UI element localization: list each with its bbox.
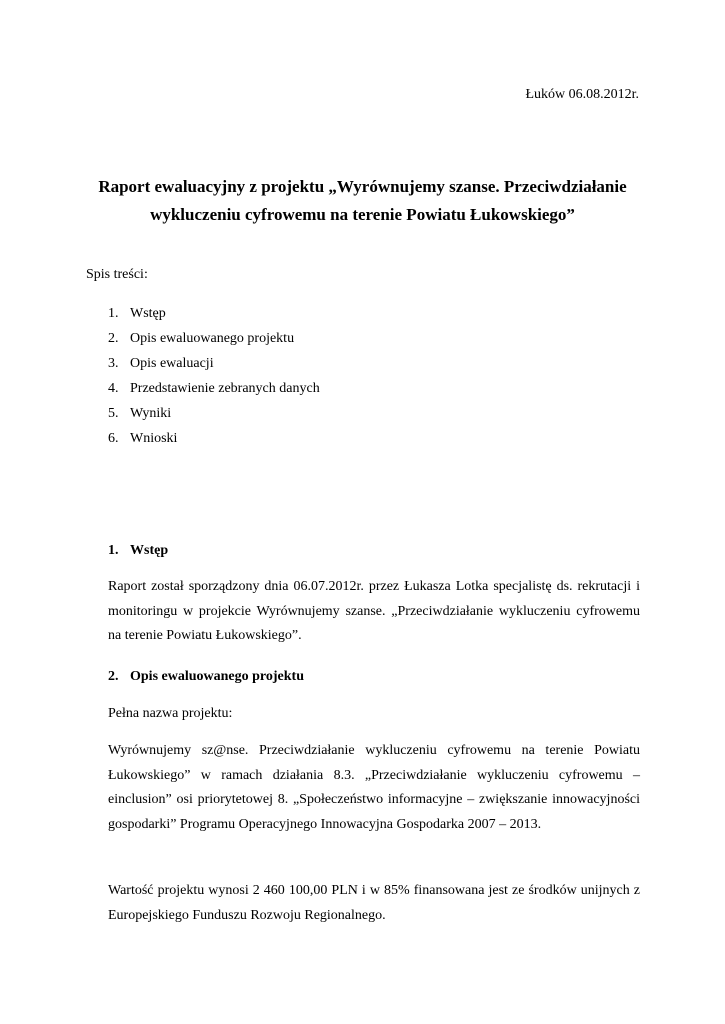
toc-item-number: 4.: [108, 381, 119, 396]
toc-item-label: Przedstawienie zebranych danych: [130, 381, 320, 396]
toc-heading: Spis treści:: [86, 267, 148, 282]
section-title: Opis ewaluowanego projektu: [130, 669, 304, 684]
toc-item-number: 2.: [108, 331, 119, 346]
toc-item: [108, 426, 320, 451]
toc-item-label: Wstęp: [130, 306, 166, 321]
section-heading-project: [108, 668, 304, 686]
toc-item-number: 6.: [108, 431, 119, 446]
document-title-line-1: Raport ewaluacyjny z projektu „Wyrównujemy szanse. Przeciwdziałanie: [98, 177, 627, 196]
toc-item: [108, 301, 320, 326]
toc-item-label: Wyniki: [130, 406, 172, 421]
project-full-name-label: Pełna nazwa projektu:: [108, 706, 233, 721]
project-full-name-paragraph: Wyrównujemy sz@nse. Przeciwdziałanie wykluczeniu cyfrowemu na terenie Powiatu Łukowskiego” w ramach działania 8.3. „Przeciwdziałanie wykluczeniu cyfrowemu – einclusion” osi priorytetowej 8. „Społeczeństwo informacyjne – zwiększanie innowacyjności gospodarki” Programu Operacyjnego Innowacyjna Gospodarka 2007 – 2013.: [108, 743, 640, 832]
document-title: [60, 173, 665, 229]
table-of-contents: [108, 301, 320, 451]
section-number: 2.: [108, 669, 119, 684]
intro-paragraph: Raport został sporządzony dnia 06.07.2012r. przez Łukasza Lotka specjalistę ds. rekrutacji i monitoringu w projekcie Wyrównujemy szanse. „Przeciwdziałanie wykluczeniu cyfrowemu na terenie Powiatu Łukowskiego”.: [108, 579, 640, 643]
document-title-line-2: wykluczeniu cyfrowemu na terenie Powiatu Łukowskiego”: [150, 205, 575, 224]
section-title: Wstęp: [130, 543, 169, 558]
toc-item-number: 5.: [108, 406, 119, 421]
toc-item: [108, 326, 320, 351]
toc-item-number: 1.: [108, 306, 119, 321]
toc-item: [108, 401, 320, 426]
document-date: Łuków 06.08.2012r.: [525, 87, 639, 102]
section-number: 1.: [108, 543, 119, 558]
toc-item-label: Wnioski: [130, 431, 178, 446]
toc-item: [108, 376, 320, 401]
section-heading-intro: [108, 542, 168, 560]
toc-item-number: 3.: [108, 356, 119, 371]
project-value-paragraph: Wartość projektu wynosi 2 460 100,00 PLN i w 85% finansowana jest ze środków unijnych z Europejskiego Funduszu Rozwoju Regionalnego.: [108, 883, 640, 923]
toc-item: [108, 351, 320, 376]
toc-item-label: Opis ewaluacji: [130, 356, 214, 371]
toc-item-label: Opis ewaluowanego projektu: [130, 331, 295, 346]
